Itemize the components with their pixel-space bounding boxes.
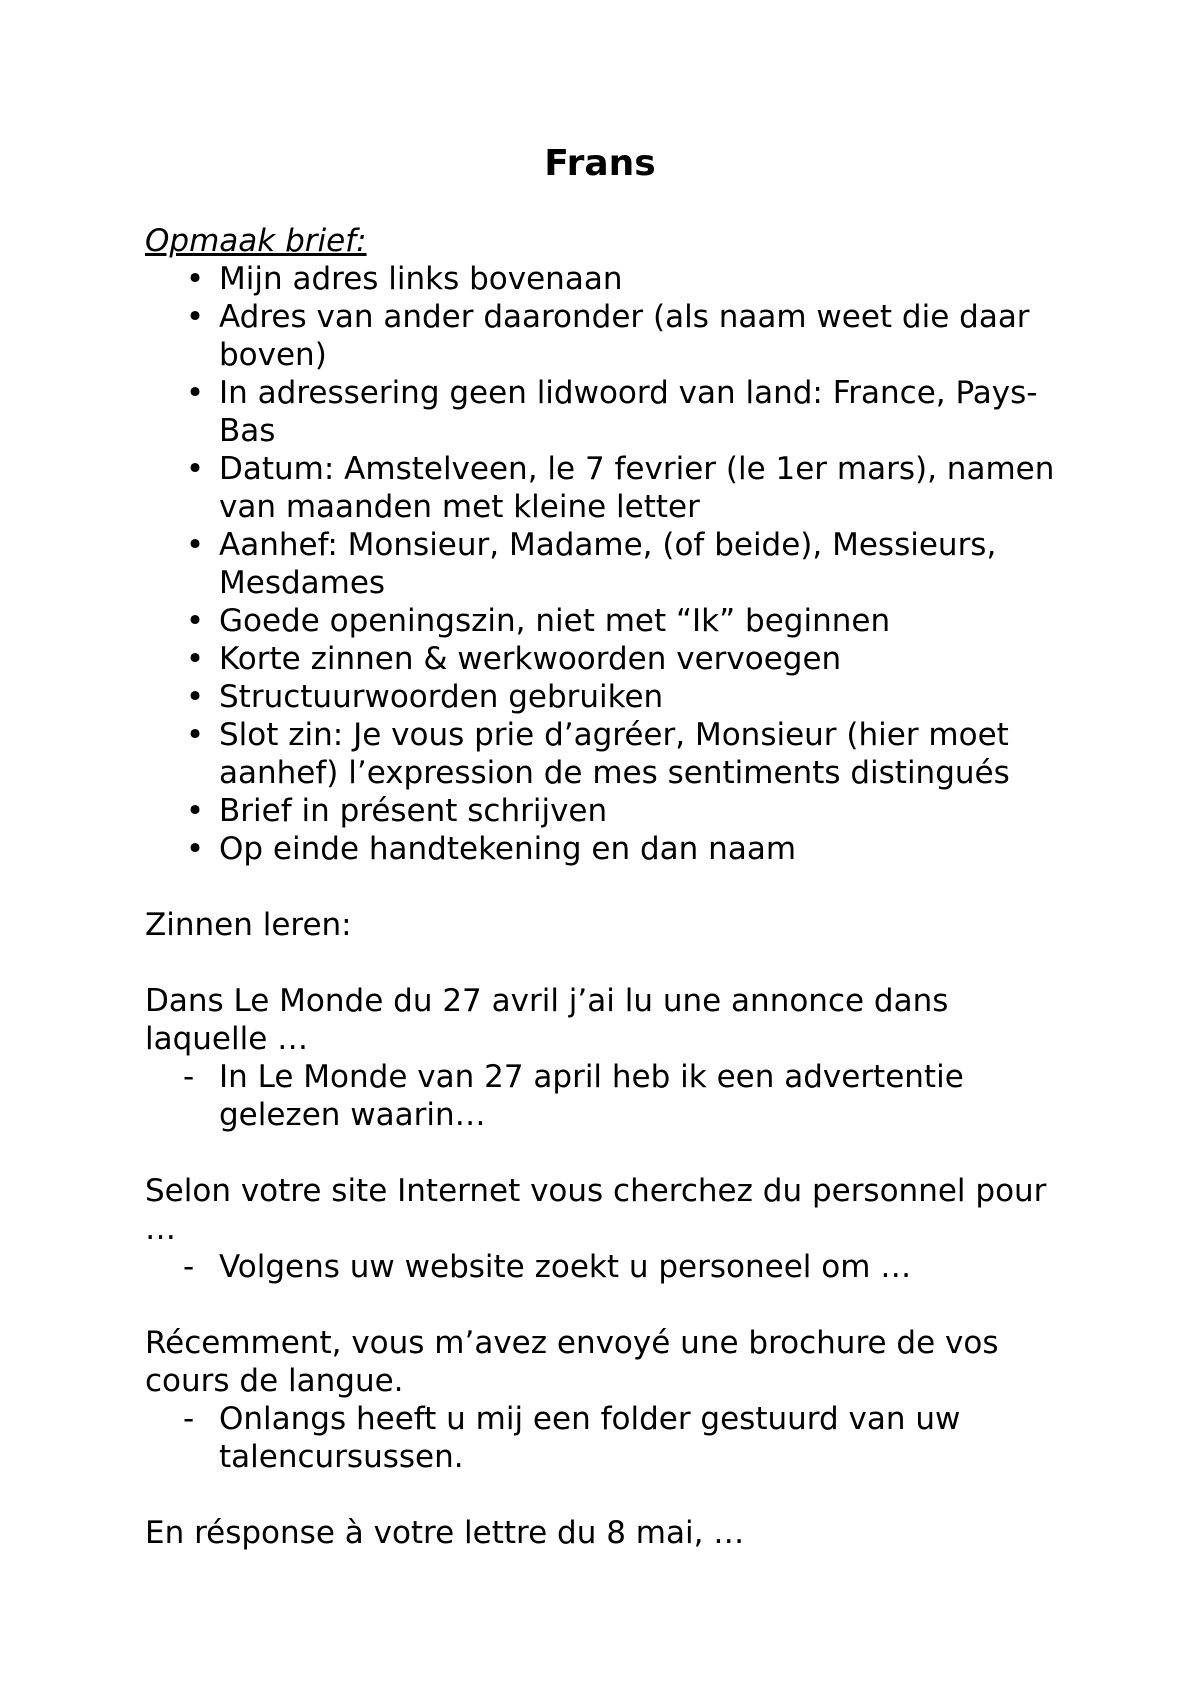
list-item (145, 450, 1075, 526)
french-sentence-last: En résponse à votre lettre du 8 mai, … (145, 1515, 745, 1551)
spacer (145, 944, 1075, 982)
bullet-icon: • (185, 831, 205, 867)
bullet-icon: • (185, 527, 205, 563)
dutch-translation-text: Onlangs heeft u mij een folder gestuurd van uw talencursussen. (219, 1401, 961, 1475)
document-body (145, 222, 1075, 1552)
spacer (145, 868, 1075, 906)
list-item-text: In adressering geen lidwoord van land: France, Pays-Bas (219, 375, 1038, 449)
bullet-icon: • (185, 603, 205, 639)
list-item-text: Mijn adres links bovenaan (219, 261, 623, 297)
spacer (145, 1134, 1075, 1172)
bullet-icon: • (185, 261, 205, 297)
list-item-text: Korte zinnen & werkwoorden vervoegen (219, 641, 842, 677)
list-item-text: Structuurwoorden gebruiken (219, 679, 664, 715)
dutch-translation (145, 1248, 1075, 1286)
dutch-translation-text: In Le Monde van 27 april heb ik een advertentie gelezen waarin… (219, 1059, 964, 1133)
list-item (145, 640, 1075, 678)
list-item (145, 260, 1075, 298)
french-sentence: Récemment, vous m’avez envoyé une brochure de vos cours de langue. (145, 1325, 999, 1399)
section-heading-letter-format: Opmaak brief: (145, 223, 367, 259)
list-item-text: Brief in présent schrijven (219, 793, 608, 829)
page-title: Frans (544, 143, 656, 184)
list-item (145, 716, 1075, 792)
list-item (145, 678, 1075, 716)
bullet-icon: • (185, 451, 205, 487)
list-item-text: Adres van ander daaronder (als naam weet die daar boven) (219, 299, 1030, 373)
french-sentence: Dans Le Monde du 27 avril j’ai lu une annonce dans laquelle … (145, 983, 949, 1057)
list-item (145, 374, 1075, 450)
spacer (145, 1286, 1075, 1324)
letter-format-list (145, 260, 1075, 868)
list-item (145, 298, 1075, 374)
list-item (145, 830, 1075, 868)
list-item (145, 792, 1075, 830)
bullet-icon: • (185, 641, 205, 677)
bullet-icon: • (185, 717, 205, 753)
list-item-text: Aanhef: Monsieur, Madame, (of beide), Messieurs, Mesdames (219, 527, 997, 601)
dash-icon: - (183, 1249, 195, 1285)
dash-icon: - (183, 1401, 195, 1437)
dutch-translation (145, 1400, 1075, 1476)
list-item-text: Op einde handtekening en dan naam (219, 831, 797, 867)
list-item (145, 526, 1075, 602)
dutch-translation (145, 1058, 1075, 1134)
dutch-translation-text: Volgens uw website zoekt u personeel om … (219, 1249, 912, 1285)
bullet-icon: • (185, 793, 205, 829)
bullet-icon: • (185, 299, 205, 335)
list-item-text: Goede openingszin, niet met “Ik” beginnen (219, 603, 891, 639)
section-heading-sentences: Zinnen leren: (145, 907, 352, 943)
spacer (145, 1476, 1075, 1514)
list-item-text: Datum: Amstelveen, le 7 fevrier (le 1er mars), namen van maanden met kleine letter (219, 451, 1055, 525)
bullet-icon: • (185, 375, 205, 411)
dash-icon: - (183, 1059, 195, 1095)
list-item (145, 602, 1075, 640)
bullet-icon: • (185, 679, 205, 715)
list-item-text: Slot zin: Je vous prie d’agréer, Monsieur (hier moet aanhef) l’expression de mes sentiments distingués (219, 717, 1010, 791)
french-sentence: Selon votre site Internet vous cherchez du personnel pour … (145, 1173, 1047, 1247)
